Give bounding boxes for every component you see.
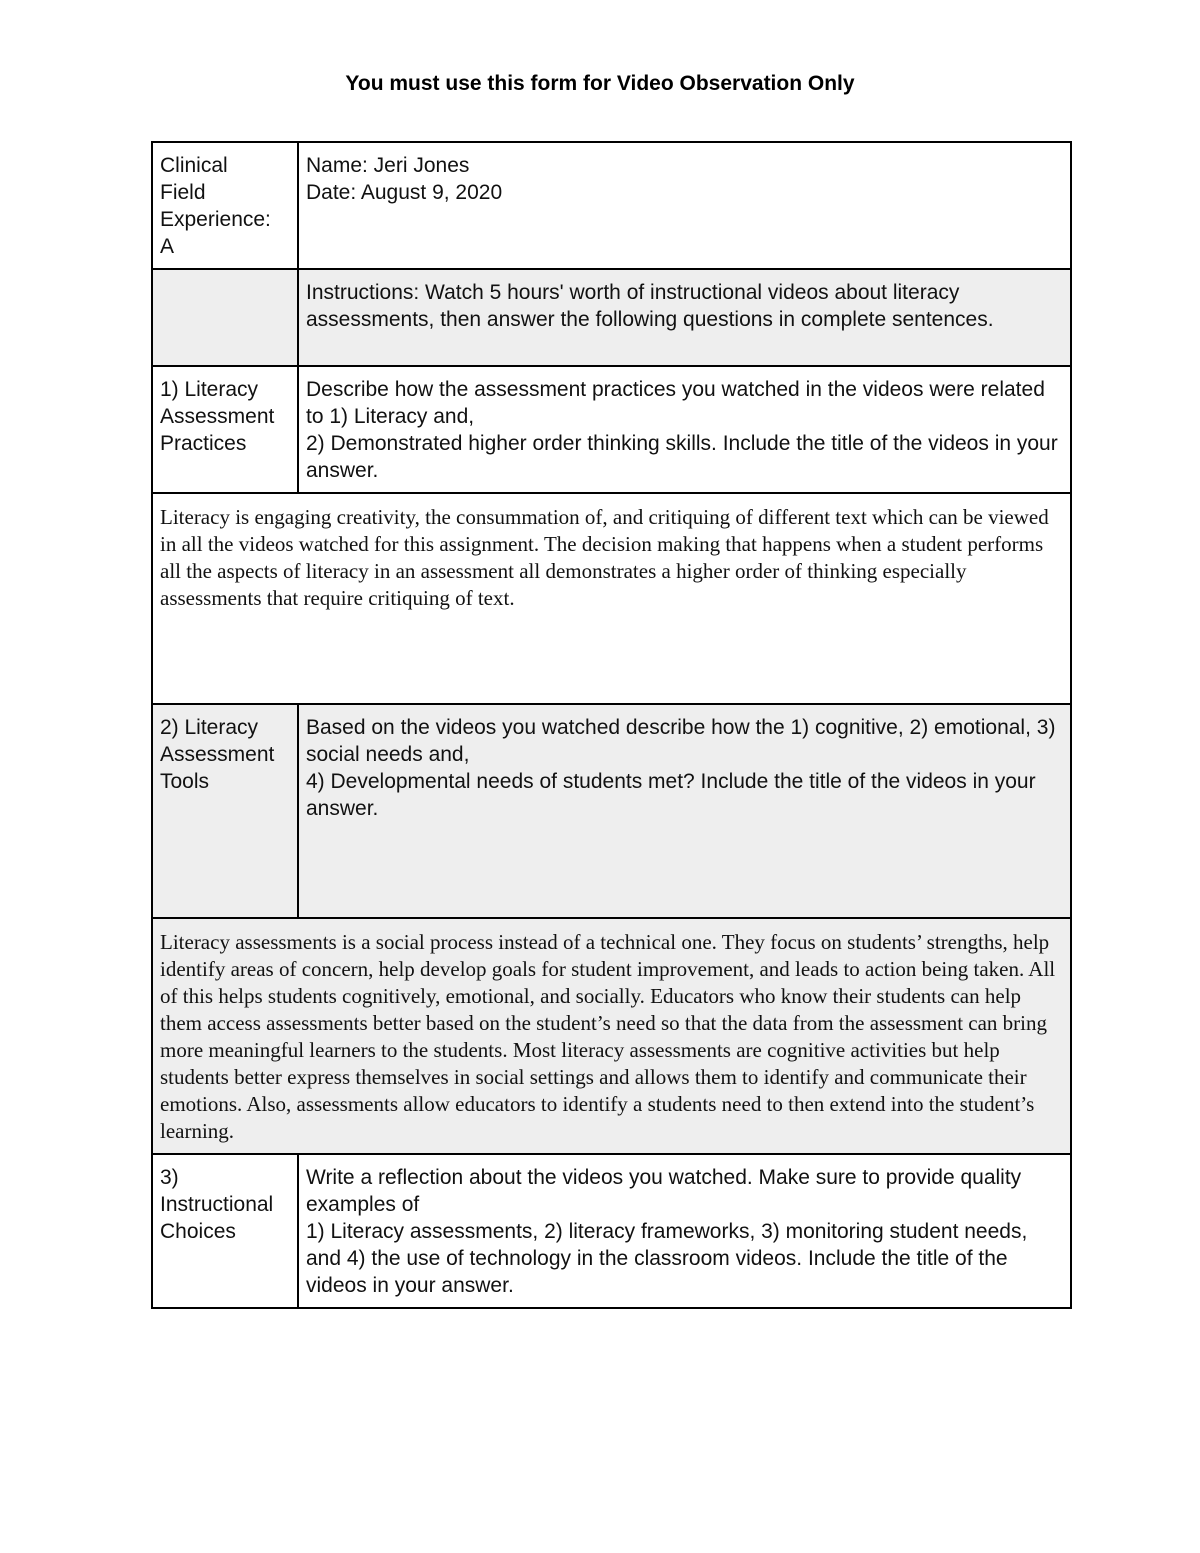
header-row xyxy=(152,142,1071,269)
section1-prompt: Describe how the assessment practices you watched in the videos were related to 1) Literacy and, 2) Demonstrated higher order thinking skills. Include the title of the videos in your answer. xyxy=(298,366,1071,493)
section1-prompt-row xyxy=(152,366,1071,493)
section2-label: 2) Literacy Assessment Tools xyxy=(152,704,298,918)
instructions-text: Instructions: Watch 5 hours' worth of instructional videos about literacy assessments, then answer the following questions in complete sentences. xyxy=(298,269,1071,366)
section1-answer-row xyxy=(152,493,1071,704)
observation-form-table xyxy=(151,141,1072,1309)
clinical-field-label: Clinical Field Experience: A xyxy=(152,142,298,269)
section3-prompt: Write a reflection about the videos you watched. Make sure to provide quality examples of 1) Literacy assessments, 2) literacy frameworks, 3) monitoring student needs, and 4) the use of technology in the classroom videos. Include the title of the videos in your answer. xyxy=(298,1154,1071,1308)
section2-prompt-row xyxy=(152,704,1071,918)
student-info-cell xyxy=(298,142,1071,269)
section3-label: 3) Instructional Choices xyxy=(152,1154,298,1308)
submission-date: Date: August 9, 2020 xyxy=(306,181,503,204)
instructions-row xyxy=(152,269,1071,366)
section3-prompt-row xyxy=(152,1154,1071,1308)
section2-answer-row xyxy=(152,918,1071,1154)
instructions-label-cell xyxy=(152,269,298,366)
student-name: Name: Jeri Jones xyxy=(306,154,470,177)
section1-label: 1) Literacy Assessment Practices xyxy=(152,366,298,493)
section2-answer: Literacy assessments is a social process instead of a technical one. They focus on students’ strengths, help identify areas of concern, help develop goals for student improvement, and leads to action being taken. All of this helps students cognitively, emotional, and socially. Educators who know their students can help them access assessments better based on the student’s need so that the data from the assessment can bring more meaningful learners to the students. Most literacy assessments are cognitive activities but help students better express themselves in social settings and allows them to identify and communicate their emotions. Also, assessments allow educators to identify a students need to then extend into the student’s learning. xyxy=(152,918,1071,1154)
section2-prompt: Based on the videos you watched describe how the 1) cognitive, 2) emotional, 3) social needs and, 4) Developmental needs of students met? Include the title of the videos in your answer. xyxy=(298,704,1071,918)
page-title: You must use this form for Video Observation Only xyxy=(345,72,855,95)
section1-answer: Literacy is engaging creativity, the consummation of, and critiquing of different text which can be viewed in all the videos watched for this assignment. The decision making that happens when a student performs all the aspects of literacy in an assessment all demonstrates a higher order of thinking especially assessments that require critiquing of text. xyxy=(152,493,1071,704)
